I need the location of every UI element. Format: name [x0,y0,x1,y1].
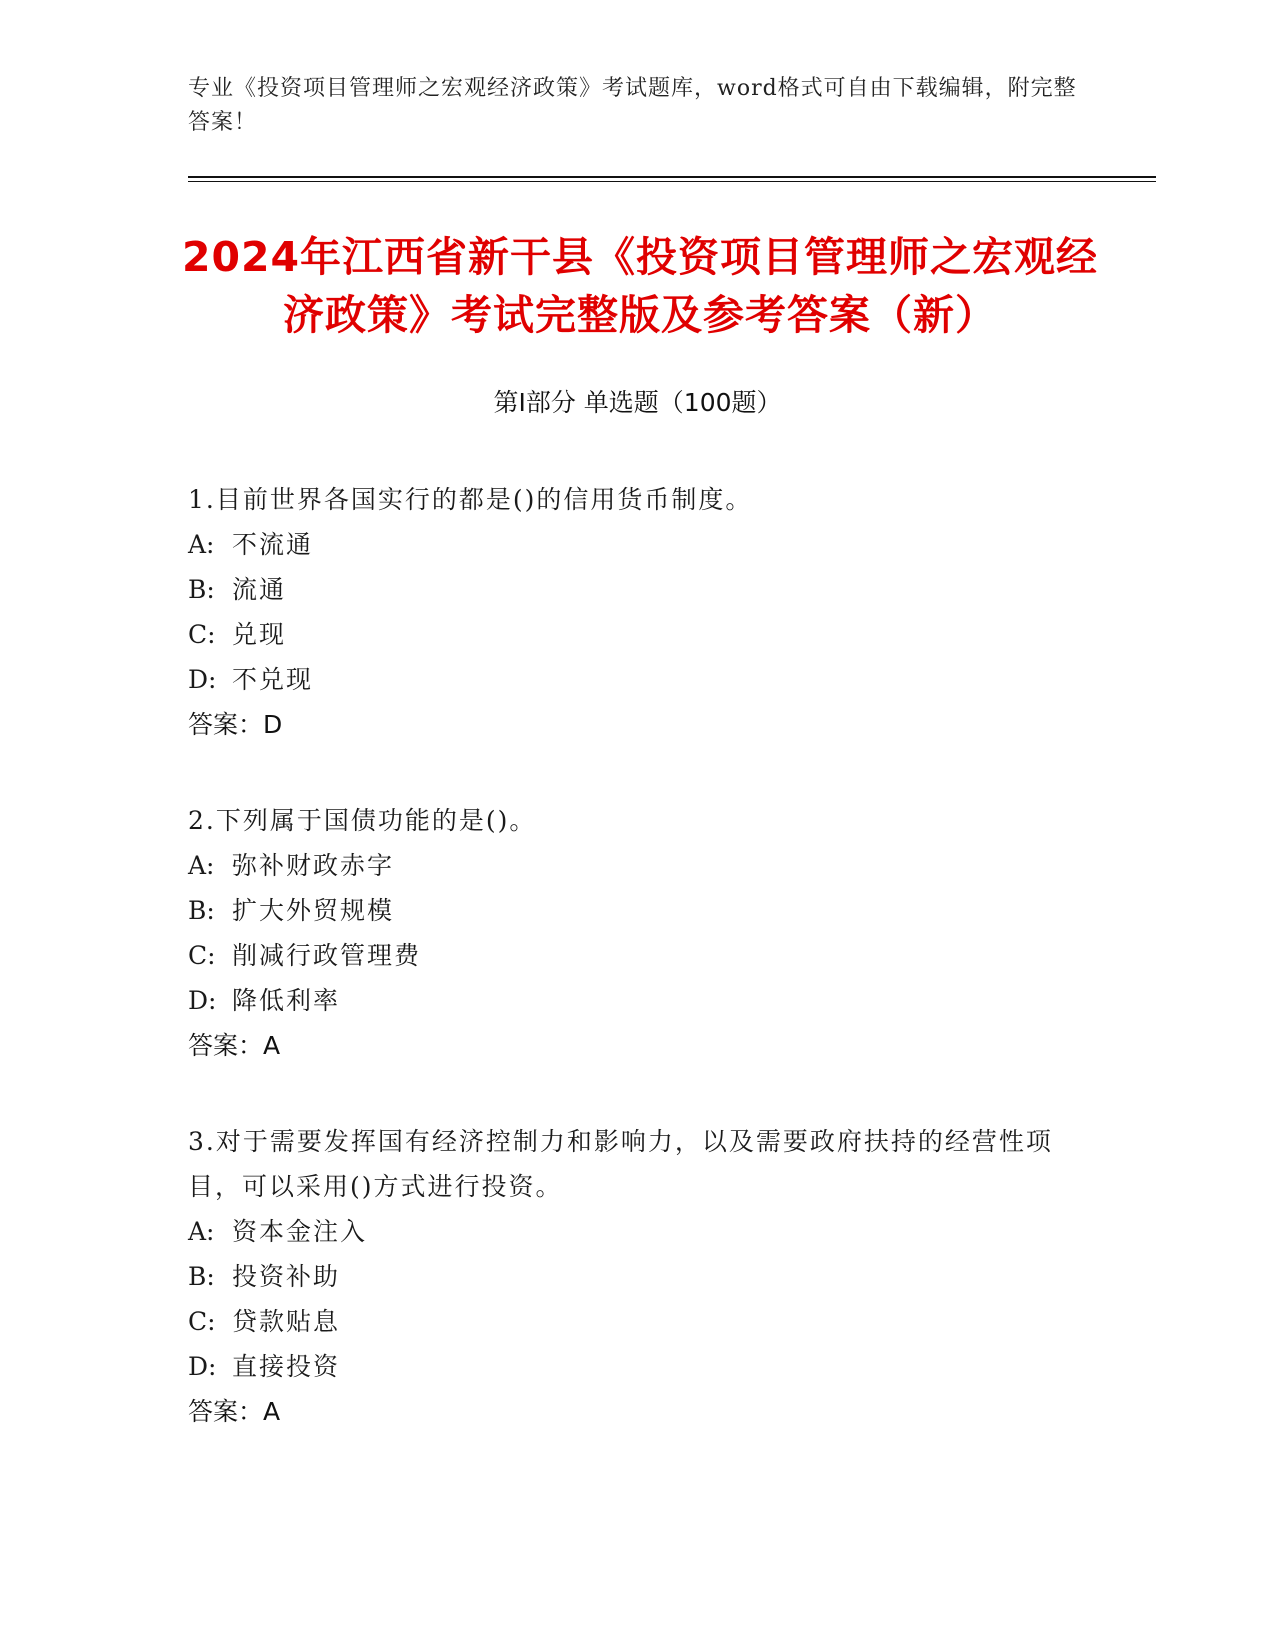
option-text: 资本金注入 [232,1217,368,1246]
option-text: 扩大外贸规模 [232,896,395,925]
option-text: 弥补财政赤字 [232,851,395,880]
question-1 [188,477,1088,748]
question-list [188,477,1088,1485]
question-stem: 2.下列属于国债功能的是()。 [188,806,537,835]
option-key: D: [188,1352,217,1381]
option-c [188,933,1088,978]
option-d [188,1344,1088,1389]
answer-line: 答案：A [188,1397,281,1426]
option-text: 贷款贴息 [232,1307,341,1336]
option-c [188,1299,1088,1344]
option-a [188,843,1088,888]
option-key: B: [188,1262,215,1291]
option-text: 不流通 [232,530,314,559]
option-text: 流通 [232,575,287,604]
option-key: C: [188,620,216,649]
option-key: D: [188,665,217,694]
option-a [188,1209,1088,1254]
option-key: B: [188,575,215,604]
answer-line: 答案：D [188,710,283,739]
option-d [188,978,1088,1023]
option-text: 兑现 [232,620,287,649]
option-text: 降低利率 [232,986,341,1015]
question-3 [188,1119,1088,1435]
option-text: 直接投资 [232,1352,341,1381]
option-key: C: [188,941,216,970]
option-b [188,1254,1088,1299]
question-stem: 1.目前世界各国实行的都是()的信用货币制度。 [188,485,753,514]
option-text: 投资补助 [232,1262,341,1291]
option-key: C: [188,1307,216,1336]
option-key: A: [188,530,215,559]
option-a [188,522,1088,567]
header-note: 专业《投资项目管理师之宏观经济政策》考试题库，word格式可自由下载编辑，附完整答案！ [188,76,1077,135]
answer-line: 答案：A [188,1031,281,1060]
question-2 [188,798,1088,1069]
option-key: A: [188,1217,215,1246]
option-text: 削减行政管理费 [232,941,422,970]
option-key: D: [188,986,217,1015]
header-divider-thick [188,176,1156,178]
option-text: 不兑现 [232,665,314,694]
option-c [188,612,1088,657]
option-b [188,888,1088,933]
question-stem: 3.对于需要发挥国有经济控制力和影响力，以及需要政府扶持的经营性项目，可以采用()方式进行投资。 [188,1127,1053,1201]
option-b [188,567,1088,612]
option-d [188,657,1088,702]
option-key: B: [188,896,215,925]
header-divider-thin [188,181,1156,182]
document-title: 2024年江西省新干县《投资项目管理师之宏观经济政策》考试完整版及参考答案（新） [181,233,1099,339]
section-heading: 第Ⅰ部分 单选题（100题） [493,388,782,417]
option-key: A: [188,851,215,880]
